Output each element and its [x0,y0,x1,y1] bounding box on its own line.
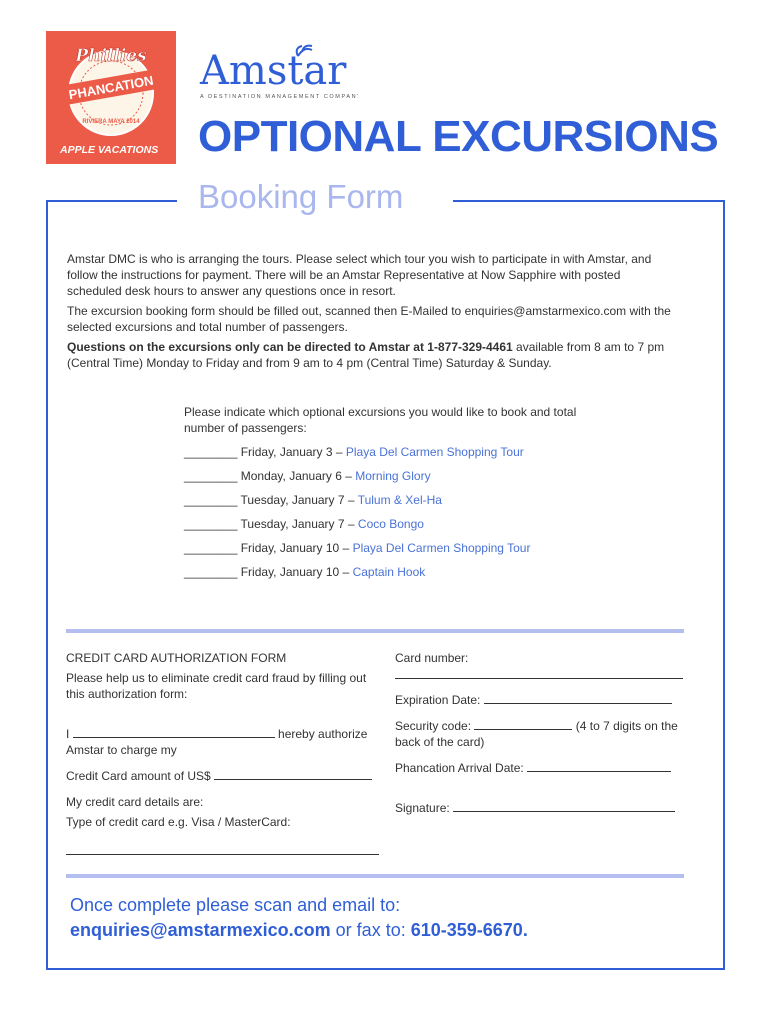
card-number-field[interactable] [395,678,683,679]
excursion-blank[interactable]: ________ [184,541,238,555]
security-note: (4 to 7 digits on the [575,719,678,733]
excursion-tour: Playa Del Carmen Shopping Tour [352,541,531,555]
footer-line-2 [70,918,528,943]
form-subtitle: Booking Form [198,178,404,215]
intro-hours-text: available from 8 am to 7 pm (Central Time) Monday to Friday and from 9 am to 4 pm (Central Time) Saturday & Sunday. [67,340,665,370]
card-number-label: Card number: [395,651,469,665]
amount-line [66,768,381,784]
excursion-date: Tuesday, January 7 – [237,517,358,531]
authorize-suffix: hereby authorize [278,727,368,741]
authorize-line [66,726,381,742]
expiration-field[interactable] [484,692,672,704]
frame-top-right-line [453,200,725,202]
excursion-date: Friday, January 10 – [237,541,353,555]
excursion-instructions: Please indicate which optional excursions you would like to book and total number of passengers: [184,405,577,435]
excursion-blank[interactable]: ________ [184,493,238,507]
intro-paragraph-2: The excursion booking form should be filled out, scanned then E-Mailed to enquiries@amstarmexico.com with the selected excursions and total number of passengers. [67,304,671,334]
signature-label: Signature: [395,801,450,815]
footer-line-1: Once complete please scan and email to: [70,895,401,915]
credit-card-title: CREDIT CARD AUTHORIZATION FORM [66,651,287,665]
signature-line [395,800,685,816]
page-title: OPTIONAL EXCURSIONS [198,112,719,161]
credit-card-intro: Please help us to eliminate credit card fraud by filling out this authorization form: [66,671,367,701]
logo-phillies-text: Phillies [75,46,147,66]
excursion-blank[interactable]: ________ [184,517,238,531]
logo-apple-vacations-text: APPLE VACATIONS [60,144,159,156]
security-field[interactable] [474,718,572,730]
expiration-label: Expiration Date: [395,693,481,707]
excursion-item[interactable] [184,444,604,468]
logo-phancation-text: PHANCATION [67,72,155,103]
excursion-blank[interactable]: ________ [184,445,238,459]
authorize-prefix: I [66,727,70,741]
excursion-blank[interactable]: ________ [184,565,238,579]
expiration-line [395,692,685,708]
amstar-logo-tagline: A DESTINATION MANAGEMENT COMPANY [200,94,358,100]
footer-email-link[interactable]: enquiries@amstarmexico.com [70,920,331,940]
excursion-date: Friday, January 10 – [237,565,353,579]
intro-paragraph-1: Amstar DMC is who is arranging the tours. Please select which tour you wish to participate in with Amstar, and follow the instructions for payment. There will be an Amstar Representative at Now Sapphire with posted scheduled desk hours to answer any questions once in resort. [67,252,652,298]
excursion-blank[interactable]: ________ [184,469,238,483]
excursion-list [184,404,604,588]
excursion-tour: Morning Glory [355,469,431,483]
excursion-item[interactable] [184,564,604,588]
arrival-label: Phancation Arrival Date: [395,761,524,775]
amount-field[interactable] [214,768,372,780]
excursion-item[interactable] [184,540,604,564]
excursion-date: Tuesday, January 7 – [237,493,358,507]
security-label: Security code: [395,719,472,733]
excursion-item[interactable] [184,516,604,540]
footer-contact [70,893,528,943]
card-type-field[interactable] [66,854,379,855]
card-type-label: Type of credit card e.g. Visa / MasterCard: [66,815,291,829]
excursion-date: Friday, January 3 – [237,445,346,459]
excursion-tour: Playa Del Carmen Shopping Tour [345,445,524,459]
amstar-logo [198,42,358,102]
frame-top-left-line [46,200,177,202]
amount-label: Credit Card amount of US$ [66,769,211,783]
footer-fax-label: or fax to: [330,920,411,940]
intro-questions-bold: Questions on the excursions only can be directed to Amstar at 1-877-329-4461 [67,340,513,354]
footer-fax-number: 610-359-6670. [410,920,528,940]
arrival-line [395,760,685,776]
excursion-item[interactable] [184,468,604,492]
excursion-tour: Coco Bongo [357,517,424,531]
section-divider [66,874,684,878]
phillies-phancation-logo [46,31,176,164]
excursion-item[interactable] [184,492,604,516]
excursion-date: Monday, January 6 – [237,469,356,483]
card-details-label: My credit card details are: [66,795,204,809]
security-note-2: back of the card) [395,735,485,749]
excursion-tour: Captain Hook [352,565,426,579]
authorize-name-field[interactable] [73,726,275,738]
arrival-field[interactable] [527,760,671,772]
signature-field[interactable] [453,800,675,812]
excursion-tour: Tulum & Xel-Ha [357,493,442,507]
authorize-line-2: Amstar to charge my [66,743,177,757]
logo-riviera-text: RIVIERA MAYA 2014 [82,119,140,125]
section-divider [66,629,684,633]
intro-paragraph-3 [67,339,677,371]
amstar-logo-name: Amstar [200,48,347,94]
security-line [395,718,685,734]
